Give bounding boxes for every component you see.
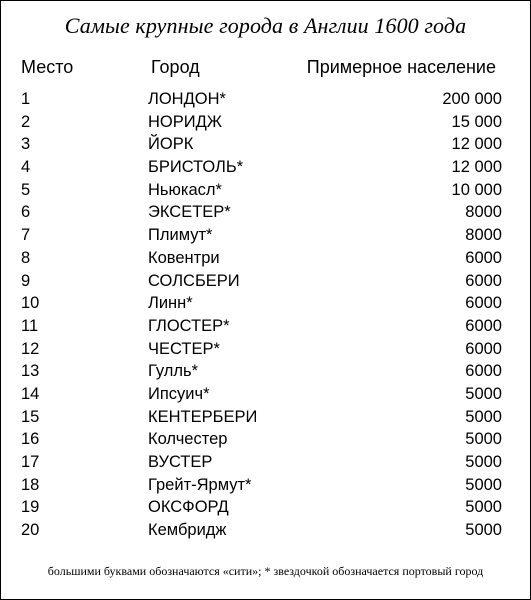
table-header — [1, 56, 530, 80]
header-rank: Место — [21, 57, 74, 77]
table-row — [1, 201, 530, 224]
header-population: Примерное население — [306, 57, 496, 77]
rank-cell: 6 — [21, 203, 31, 222]
rank-cell: 5 — [21, 180, 31, 199]
population-cell: 8000 — [465, 203, 502, 222]
table-row — [1, 111, 530, 134]
rank-cell: 16 — [21, 430, 40, 449]
rank-cell: 10 — [21, 294, 40, 313]
population-cell: 6000 — [465, 316, 502, 335]
city-cell: ВУСТЕР — [148, 453, 213, 471]
population-cell: 15 000 — [451, 112, 502, 131]
city-cell: Колчестер — [148, 430, 228, 449]
city-cell: ЧЕСТЕР* — [148, 339, 220, 358]
page-title: Самые крупные города в Англии 1600 года — [64, 13, 467, 38]
table-row — [1, 360, 530, 383]
rank-cell: 7 — [21, 226, 31, 245]
table-row — [1, 156, 530, 179]
rank-cell: 12 — [21, 339, 40, 358]
city-cell: Гулль* — [148, 362, 198, 381]
rank-cell: 9 — [21, 271, 31, 290]
table-row — [1, 451, 530, 474]
population-cell: 12 000 — [451, 158, 502, 177]
table-row — [1, 315, 530, 338]
population-cell: 5000 — [465, 475, 502, 494]
city-cell: Плимут* — [148, 226, 213, 245]
rank-cell: 19 — [21, 498, 40, 517]
city-cell: ОКСФОРД — [148, 498, 229, 517]
population-cell: 12 000 — [451, 135, 502, 154]
table-row — [1, 88, 530, 111]
rank-cell: 18 — [21, 475, 40, 494]
city-cell: Грейт-Ярмут* — [148, 475, 252, 494]
table-row — [1, 496, 530, 519]
population-cell: 200 000 — [442, 90, 502, 108]
rank-cell: 15 — [21, 407, 40, 426]
table-row — [1, 247, 530, 270]
city-cell: СОЛСБЕРИ — [148, 271, 240, 290]
population-cell: 5000 — [465, 407, 502, 426]
rank-cell: 2 — [21, 112, 31, 131]
population-cell: 6000 — [465, 248, 502, 267]
city-cell: КЕНТЕРБЕРИ — [148, 407, 258, 426]
rank-cell: 11 — [21, 316, 39, 335]
city-cell: Ковентри — [148, 248, 220, 267]
city-cell: Кембридж — [148, 521, 227, 540]
rank-cell: 14 — [21, 384, 40, 403]
rank-cell: 3 — [21, 135, 31, 154]
city-cell: Линн* — [148, 294, 193, 313]
table-row — [1, 474, 530, 497]
city-cell: ЙОРК — [148, 135, 194, 154]
table-row — [1, 133, 530, 156]
city-cell: Ипсуич* — [148, 384, 210, 403]
table-row — [1, 383, 530, 406]
population-cell: 5000 — [465, 453, 502, 471]
population-cell: 6000 — [465, 271, 502, 290]
table-row — [1, 179, 530, 202]
table-row — [1, 224, 530, 247]
rank-cell: 1 — [21, 90, 31, 108]
population-cell: 5000 — [465, 430, 502, 449]
rank-cell: 13 — [21, 362, 40, 381]
population-cell: 10 000 — [451, 180, 502, 199]
table-row — [1, 428, 530, 451]
population-cell: 5000 — [465, 498, 502, 517]
table-row — [1, 292, 530, 315]
table-row — [1, 519, 530, 542]
footnote: большими буквами обозначаются «сити»; * звездочкой обозначается портовый город — [47, 564, 484, 578]
population-cell: 5000 — [465, 384, 502, 403]
rank-cell: 20 — [21, 521, 40, 540]
city-cell: ЭКСЕТЕР* — [148, 203, 231, 222]
population-cell: 8000 — [465, 226, 502, 245]
population-cell: 6000 — [465, 339, 502, 358]
city-table — [1, 88, 530, 542]
population-cell: 6000 — [465, 294, 502, 313]
city-cell: ЛОНДОН* — [148, 90, 226, 108]
table-row — [1, 270, 530, 293]
rank-cell: 17 — [21, 453, 40, 471]
table-row — [1, 338, 530, 361]
population-cell: 6000 — [465, 362, 502, 381]
city-cell: Ньюкасл* — [148, 180, 222, 199]
population-cell: 5000 — [465, 521, 502, 540]
table-row — [1, 406, 530, 429]
rank-cell: 4 — [21, 158, 31, 177]
header-city: Город — [151, 57, 200, 77]
city-cell: БРИСТОЛЬ* — [148, 158, 244, 177]
city-cell: ГЛОСТЕР* — [148, 316, 230, 335]
rank-cell: 8 — [21, 248, 31, 267]
city-cell: НОРИДЖ — [148, 112, 223, 131]
